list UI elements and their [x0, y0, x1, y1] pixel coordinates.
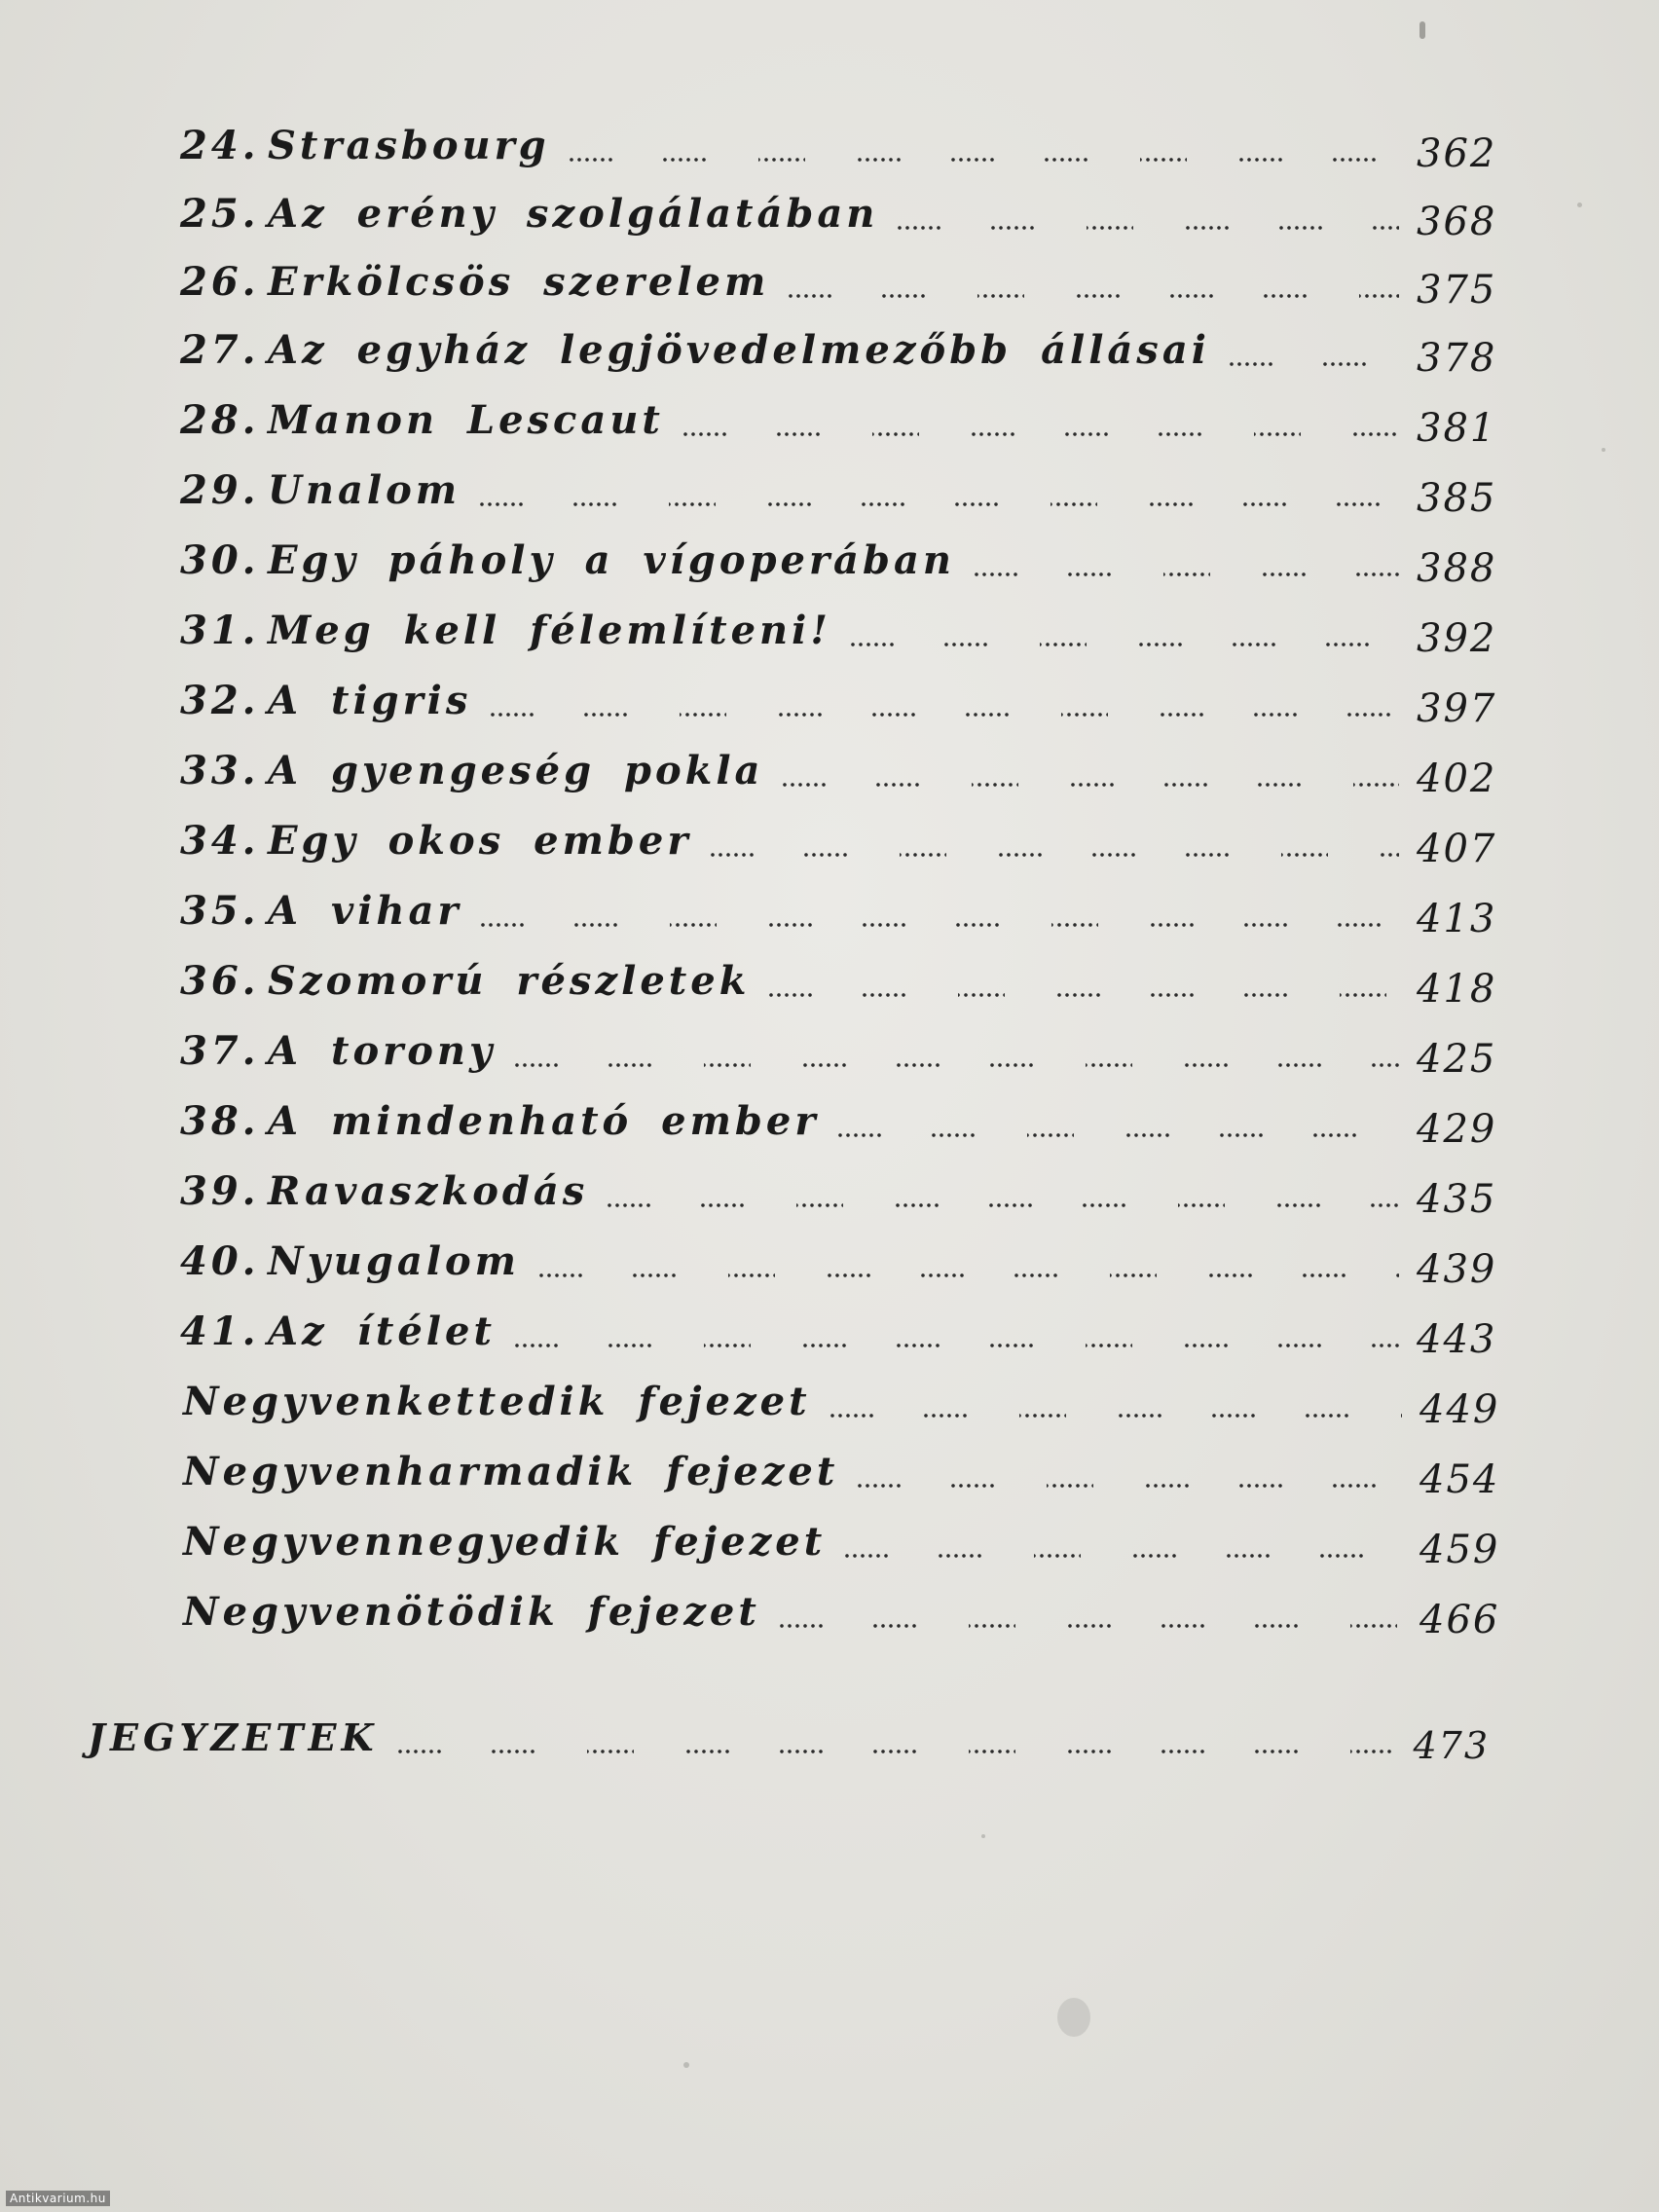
chapter-number: 36.	[180, 958, 260, 1004]
dot-leader	[709, 853, 1399, 857]
page-number: 392	[1417, 616, 1497, 661]
chapter-number: 39.	[180, 1168, 260, 1214]
page-number: 388	[1417, 546, 1497, 591]
toc-entry	[180, 253, 1497, 313]
paper-speck	[1419, 21, 1425, 39]
chapter-title: Ravaszkodás	[268, 1168, 589, 1214]
chapter-number: 33.	[180, 748, 260, 793]
dot-leader	[836, 1133, 1399, 1137]
chapter-number: 27.	[180, 327, 260, 373]
toc-entry	[180, 952, 1497, 1012]
dot-leader	[513, 1063, 1399, 1067]
chapter-number: 30.	[180, 537, 260, 583]
page-number: 454	[1419, 1457, 1500, 1502]
toc-entry	[180, 1233, 1497, 1292]
watermark: Antikvarium.hu	[6, 2191, 110, 2206]
dot-leader	[489, 713, 1399, 717]
page-number: 439	[1417, 1247, 1497, 1292]
dot-leader	[778, 1624, 1402, 1628]
page-number: 435	[1417, 1177, 1497, 1222]
chapter-title: Nyugalom	[268, 1238, 520, 1284]
page-number: 413	[1417, 897, 1497, 941]
page-number: 429	[1417, 1107, 1497, 1152]
toc-entry	[180, 461, 1497, 521]
page-number: 378	[1417, 336, 1497, 381]
dot-leader	[478, 502, 1399, 506]
chapter-number: 37.	[180, 1028, 260, 1074]
dot-leader	[781, 783, 1399, 787]
toc-entry	[180, 1303, 1497, 1362]
notes-entry	[88, 1709, 1490, 1767]
toc-entry	[183, 1443, 1500, 1502]
chapter-number: 26.	[180, 259, 260, 305]
paper-speck	[1602, 448, 1605, 452]
dot-leader	[767, 993, 1399, 997]
toc-entry	[180, 185, 1497, 244]
chapter-number: 32.	[180, 678, 260, 723]
page-number: 449	[1419, 1387, 1500, 1432]
chapter-title: A torony	[268, 1028, 497, 1074]
notes-title: JEGYZETEK	[88, 1715, 379, 1759]
chapter-number: 29.	[180, 467, 260, 513]
toc-entry	[180, 1092, 1497, 1152]
paper-speck	[1577, 203, 1582, 207]
toc-entry	[180, 602, 1497, 661]
dot-leader	[849, 643, 1399, 646]
toc-entry	[180, 321, 1497, 381]
chapter-number: 40.	[180, 1238, 260, 1284]
chapter-title: A vihar	[268, 888, 462, 934]
dot-leader	[479, 923, 1399, 927]
toc-entry	[180, 882, 1497, 941]
dot-leader	[896, 226, 1399, 230]
chapter-number: 41.	[180, 1309, 260, 1354]
chapter-title: Negyvenötödik fejezet	[183, 1589, 760, 1635]
dot-leader	[537, 1273, 1399, 1277]
chapter-title: Negyvennegyedik fejezet	[183, 1519, 827, 1565]
chapter-title: Unalom	[268, 467, 461, 513]
chapter-number: 35.	[180, 888, 260, 934]
chapter-number: 34.	[180, 818, 260, 864]
page-number: 362	[1417, 131, 1497, 176]
page-number: 368	[1417, 200, 1497, 244]
paper-speck	[683, 2062, 689, 2068]
toc-entry	[183, 1583, 1500, 1642]
toc-entry	[183, 1513, 1500, 1572]
page-number: 397	[1417, 686, 1497, 731]
chapter-number: 38.	[180, 1098, 260, 1144]
chapter-title: Az erény szolgálatában	[268, 191, 879, 237]
chapter-number: 25.	[180, 191, 260, 237]
toc-entry	[180, 532, 1497, 591]
chapter-number: 24.	[180, 123, 260, 168]
chapter-number: 28.	[180, 397, 260, 443]
page-number: 402	[1417, 756, 1497, 801]
chapter-title: Strasbourg	[268, 123, 550, 168]
page-number: 381	[1417, 406, 1497, 451]
dot-leader	[843, 1554, 1402, 1558]
chapter-title: Egy okos ember	[268, 818, 692, 864]
dot-leader	[829, 1414, 1402, 1418]
toc-entry	[183, 1373, 1500, 1432]
dot-leader	[682, 432, 1399, 436]
chapter-title: Az egyház legjövedelmezőbb állásai	[268, 327, 1210, 373]
dot-leader	[568, 158, 1399, 162]
dot-leader	[973, 572, 1399, 576]
toc-entry	[180, 672, 1497, 731]
chapter-title: Egy páholy a vígoperában	[268, 537, 955, 583]
page-number: 473	[1413, 1724, 1490, 1767]
chapter-title: Meg kell félemlíteni!	[268, 608, 831, 653]
chapter-number: 31.	[180, 608, 260, 653]
chapter-title: Negyvenharmadik fejezet	[183, 1449, 839, 1494]
dot-leader	[1228, 362, 1399, 366]
paper-speck	[1057, 1998, 1090, 2037]
page-number: 459	[1419, 1528, 1500, 1572]
toc-entry	[180, 1022, 1497, 1082]
chapter-title: Negyvenkettedik fejezet	[183, 1379, 811, 1424]
chapter-title: Az ítélet	[268, 1309, 496, 1354]
dot-leader	[396, 1750, 1395, 1753]
toc-entry	[180, 742, 1497, 801]
page-number: 407	[1417, 827, 1497, 871]
dot-leader	[513, 1344, 1399, 1347]
dot-leader	[787, 294, 1399, 298]
page-number: 385	[1417, 476, 1497, 521]
toc-entry	[180, 391, 1497, 451]
dot-leader	[856, 1484, 1402, 1488]
paper-speck	[981, 1834, 985, 1838]
page-number: 466	[1419, 1598, 1500, 1642]
toc-entry	[180, 812, 1497, 871]
chapter-title: A mindenható ember	[268, 1098, 820, 1144]
chapter-title: Erkölcsös szerelem	[268, 259, 770, 305]
page-number: 425	[1417, 1037, 1497, 1082]
chapter-title: A gyengeség pokla	[268, 748, 764, 793]
dot-leader	[606, 1203, 1399, 1207]
toc-entry	[180, 117, 1497, 176]
page-number: 418	[1417, 967, 1497, 1012]
toc-entry	[180, 1162, 1497, 1222]
chapter-title: Szomorú részletek	[268, 958, 751, 1004]
page-number: 375	[1417, 268, 1497, 313]
chapter-title: A tigris	[268, 678, 472, 723]
page-number: 443	[1417, 1317, 1497, 1362]
chapter-title: Manon Lescaut	[268, 397, 664, 443]
